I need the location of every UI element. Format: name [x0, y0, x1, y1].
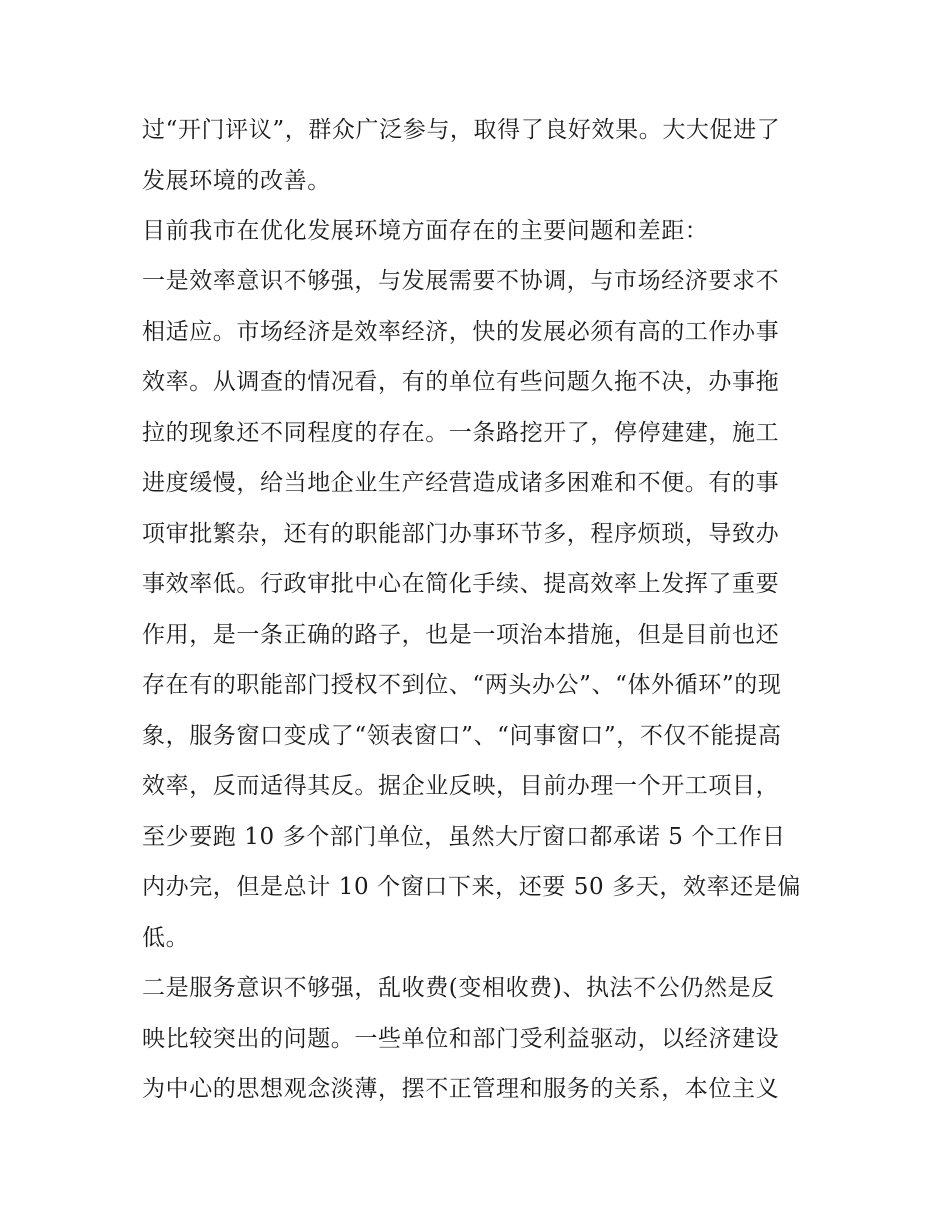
text-line: 拉的现象还不同程度的存在。一条路挖开了，停停建建，施工	[142, 420, 780, 446]
text-line: 映比较突出的问题。一些单位和部门受利益驱动，以经济建设	[142, 1026, 780, 1052]
text-line: 目前我市在优化发展环境方面存在的主要问题和差距：	[142, 218, 709, 244]
text-line: 作用，是一条正确的路子，也是一项治本措施，但是目前也还	[142, 622, 780, 648]
text-line: 为中心的思想观念淡薄，摆不正管理和服务的关系，本位主义	[142, 1076, 780, 1102]
text-line: 存在有的职能部门授权不到位、“两头办公”、“体外循环”的现	[142, 672, 782, 698]
text-line: 事效率低。行政审批中心在简化手续、提高效率上发挥了重要	[142, 571, 780, 597]
text-line: 一是效率意识不够强，与发展需要不协调，与市场经济要求不	[142, 268, 780, 294]
text-line: 效率。从调查的情况看，有的单位有些问题久拖不决，办事拖	[142, 369, 780, 395]
text-line: 至少要跑 10 多个部门单位，虽然大厅窗口都承诺 5 个工作日	[142, 824, 786, 850]
text-line: 项审批繁杂，还有的职能部门办事环节多，程序烦琐，导致办	[142, 521, 780, 547]
text-line: 效率，反而适得其反。据企业反映，目前办理一个开工项目，	[142, 773, 780, 799]
text-line: 内办完，但是总计 10 个窗口下来，还要 50 多天，效率还是偏	[142, 874, 801, 900]
text-line: 发展环境的改善。	[142, 168, 331, 194]
text-line: 低。	[142, 925, 190, 951]
text-line: 二是服务意识不够强，乱收费(变相收费)、执法不公仍然是反	[142, 975, 775, 1001]
text-line: 象，服务窗口变成了“领表窗口”、“问事窗口”，不仅不能提高	[142, 723, 782, 749]
text-line: 进度缓慢，给当地企业生产经营造成诸多困难和不便。有的事	[142, 470, 780, 496]
text-line: 相适应。市场经济是效率经济，快的发展必须有高的工作办事	[142, 319, 780, 345]
text-line: 过“开门评议”，群众广泛参与，取得了良好效果。大大促进了	[142, 117, 781, 143]
